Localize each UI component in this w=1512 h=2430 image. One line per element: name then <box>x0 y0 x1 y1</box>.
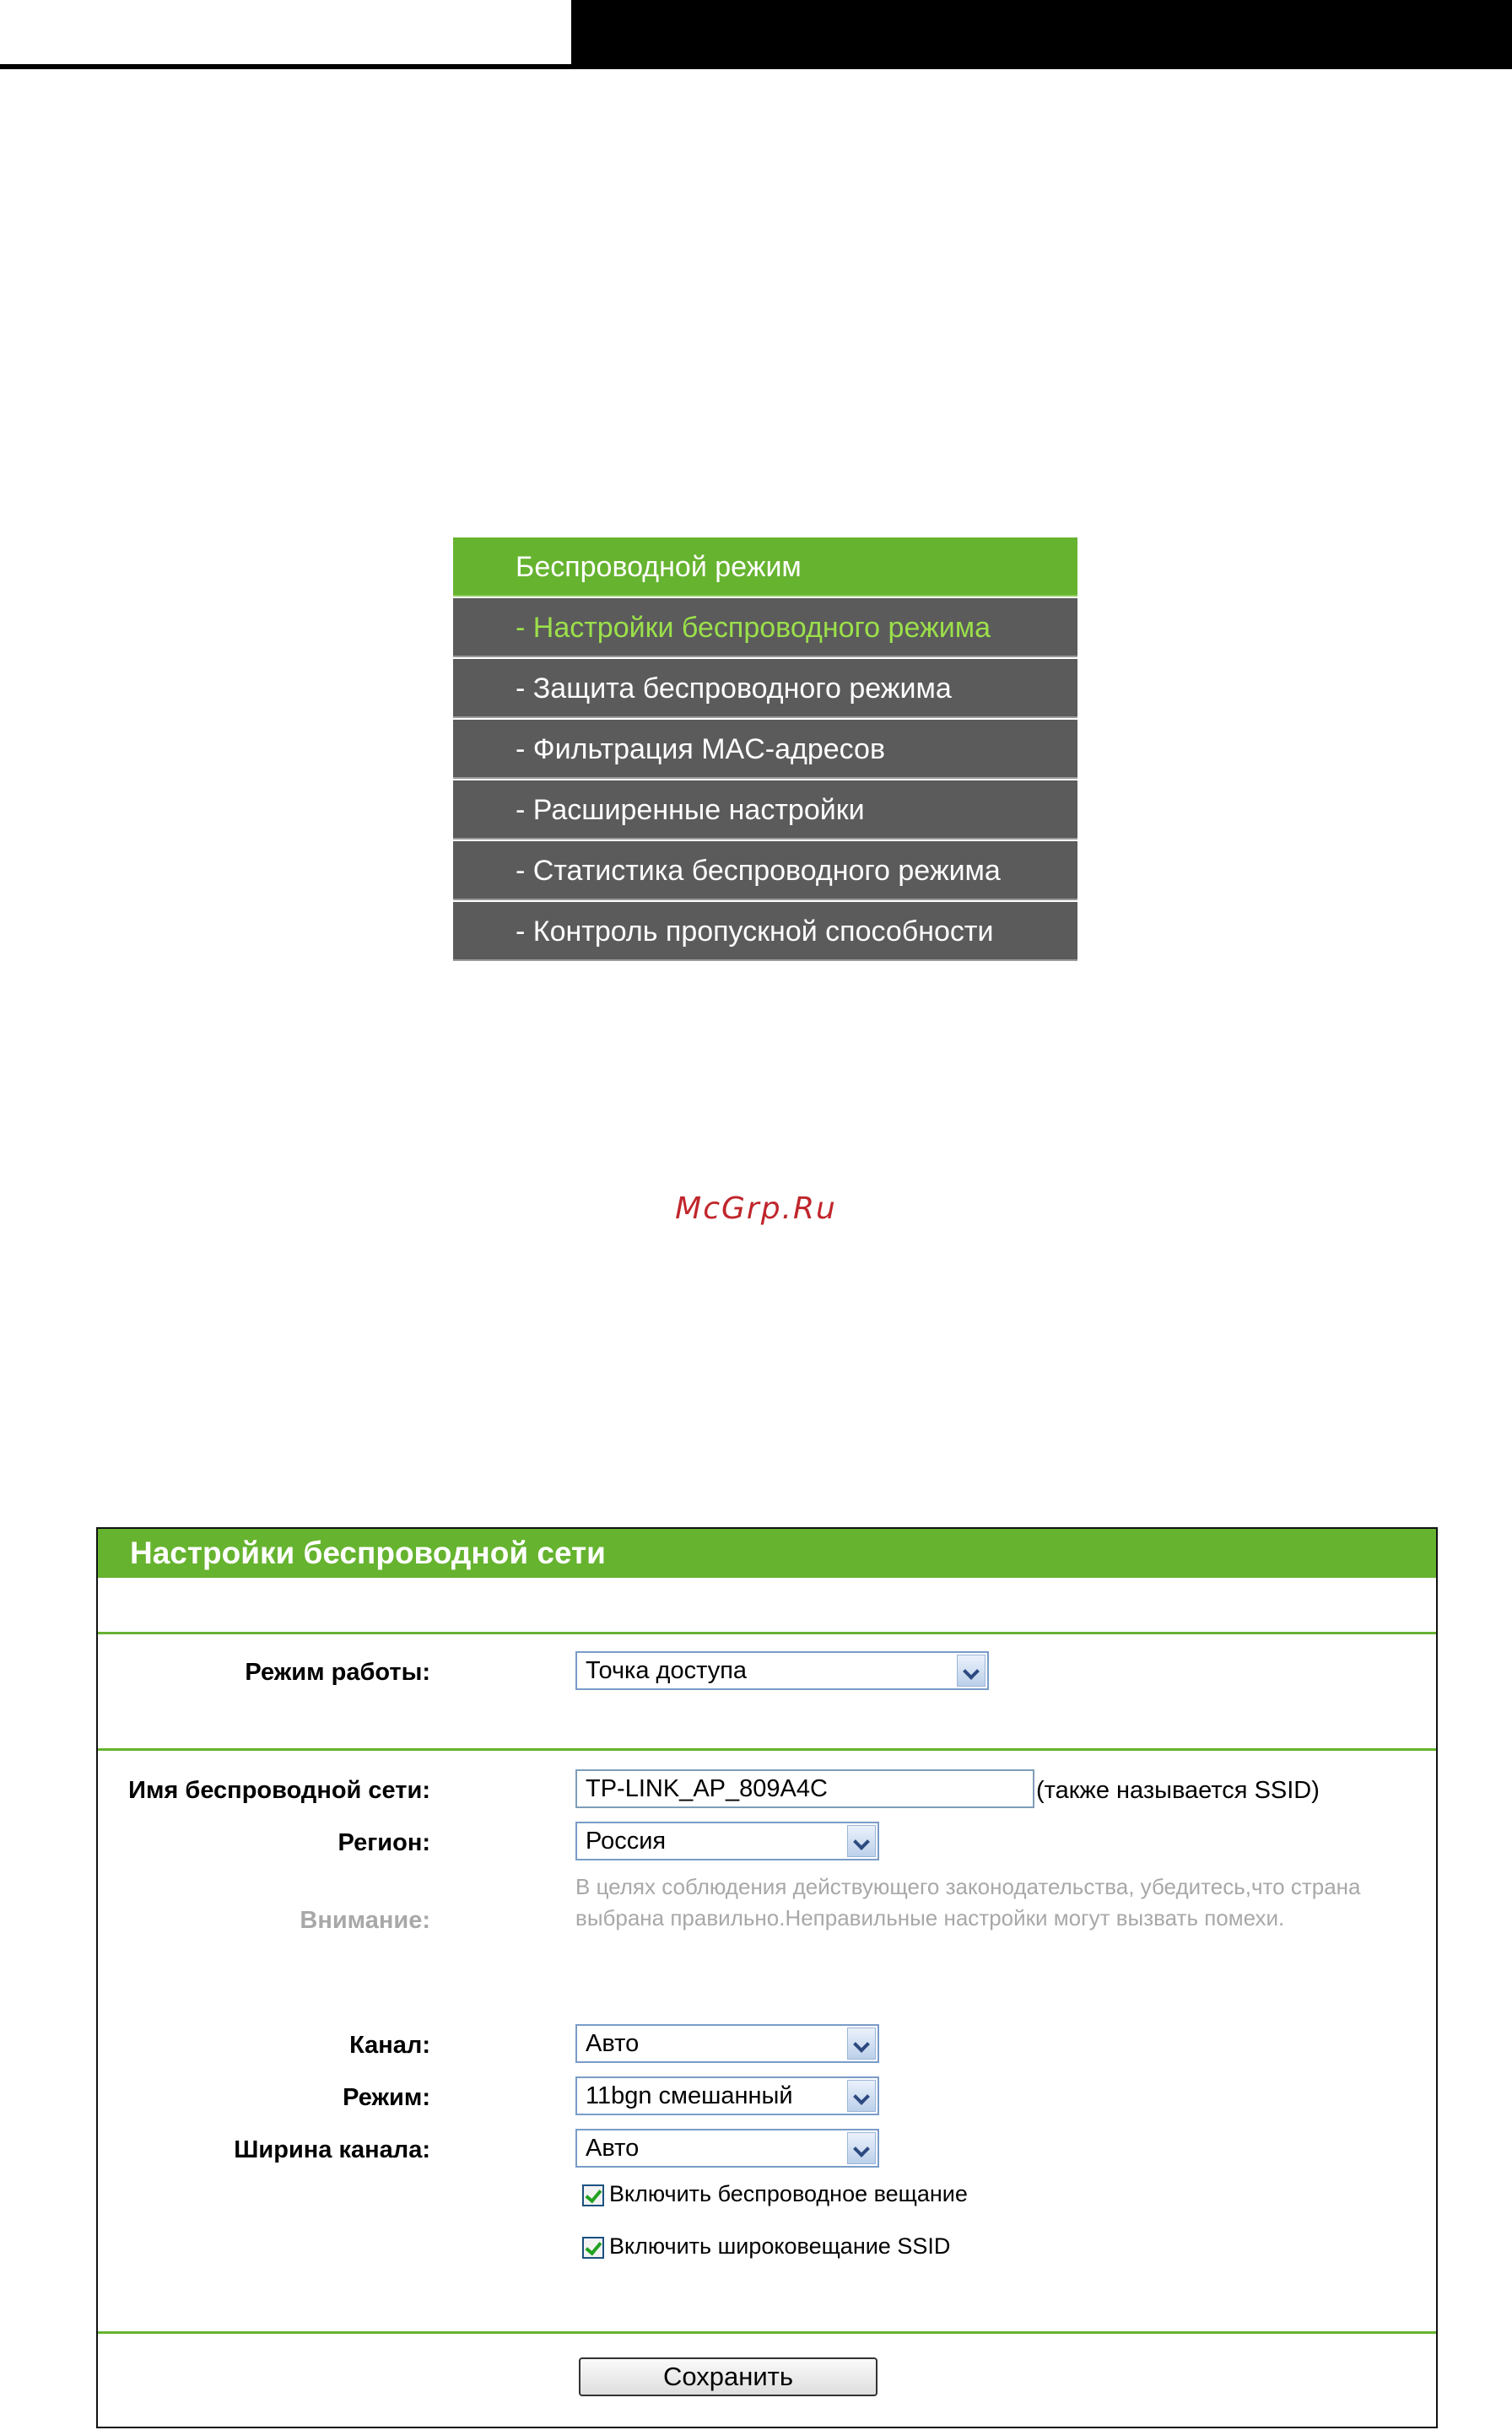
menu-item-wireless-statistics[interactable]: - Статистика беспроводного режима <box>453 841 1077 900</box>
menu-item-advanced-settings[interactable]: - Расширенные настройки <box>453 780 1077 840</box>
channel-select[interactable] <box>575 2024 879 2063</box>
menu-header-wireless[interactable]: Беспроводной режим <box>453 537 1077 597</box>
mode-label: Режим: <box>343 2084 430 2111</box>
enable-radio-checkbox[interactable] <box>582 2184 604 2206</box>
menu-item-bandwidth-control[interactable]: - Контроль пропускной способности <box>453 902 1077 961</box>
enable-ssid-broadcast-checkbox[interactable] <box>582 2237 604 2259</box>
chevron-down-icon[interactable] <box>847 2132 876 2164</box>
enable-ssid-broadcast-row[interactable] <box>582 2233 950 2260</box>
divider <box>98 1748 1436 1751</box>
header-white-tab <box>0 0 571 69</box>
wireless-menu <box>453 537 1077 961</box>
enable-radio-row[interactable] <box>582 2180 968 2207</box>
chevron-down-icon[interactable] <box>847 1825 876 1857</box>
mode-select[interactable] <box>575 2076 879 2115</box>
channel-label: Канал: <box>349 2032 430 2059</box>
divider <box>98 2331 1436 2334</box>
header-black-band <box>571 0 1512 69</box>
region-value: Россия <box>586 1828 667 1855</box>
mode-value: 11bgn смешанный <box>586 2082 793 2109</box>
ssid-label: Имя беспроводной сети: <box>128 1777 430 1804</box>
save-button[interactable]: Сохранить <box>579 2357 878 2396</box>
operation-mode-value: Точка доступа <box>586 1657 748 1684</box>
page-header-strip <box>0 0 1512 69</box>
channel-width-select[interactable] <box>575 2129 879 2168</box>
channel-width-value: Авто <box>586 2135 640 2162</box>
watermark-text: McGrp.Ru <box>675 1191 837 1226</box>
panel-title: Настройки беспроводной сети <box>98 1529 1436 1578</box>
notice-label: Внимание: <box>300 1907 430 1934</box>
enable-ssid-broadcast-label: Включить широковещание SSID <box>609 2233 951 2259</box>
channel-width-label: Ширина канала: <box>234 2136 430 2163</box>
chevron-down-icon[interactable] <box>847 2080 876 2112</box>
notice-text: В целях соблюдения действующего законодательства, убедитесь,что страна выбрана правильно.Неправильные настройки могут вызвать помехи. <box>575 1874 1361 1930</box>
chevron-down-icon[interactable] <box>957 1655 986 1687</box>
menu-item-wireless-security[interactable]: - Защита беспроводного режима <box>453 659 1077 718</box>
ssid-hint: (также называется SSID) <box>1036 1777 1320 1804</box>
region-label: Регион: <box>338 1829 430 1856</box>
enable-radio-label: Включить беспроводное вещание <box>609 2181 968 2206</box>
channel-value: Авто <box>586 2030 640 2057</box>
operation-mode-select[interactable] <box>575 1651 989 1690</box>
chevron-down-icon[interactable] <box>847 2028 876 2060</box>
menu-item-mac-filtering[interactable]: - Фильтрация MAC-адресов <box>453 720 1077 779</box>
wireless-settings-panel <box>96 1527 1438 2428</box>
divider <box>98 1632 1436 1634</box>
ssid-input[interactable]: TP-LINK_AP_809A4C <box>575 1769 1034 1808</box>
menu-item-wireless-settings[interactable]: - Настройки беспроводного режима <box>453 598 1077 657</box>
region-select[interactable] <box>575 1822 879 1860</box>
operation-mode-label: Режим работы: <box>245 1659 430 1686</box>
